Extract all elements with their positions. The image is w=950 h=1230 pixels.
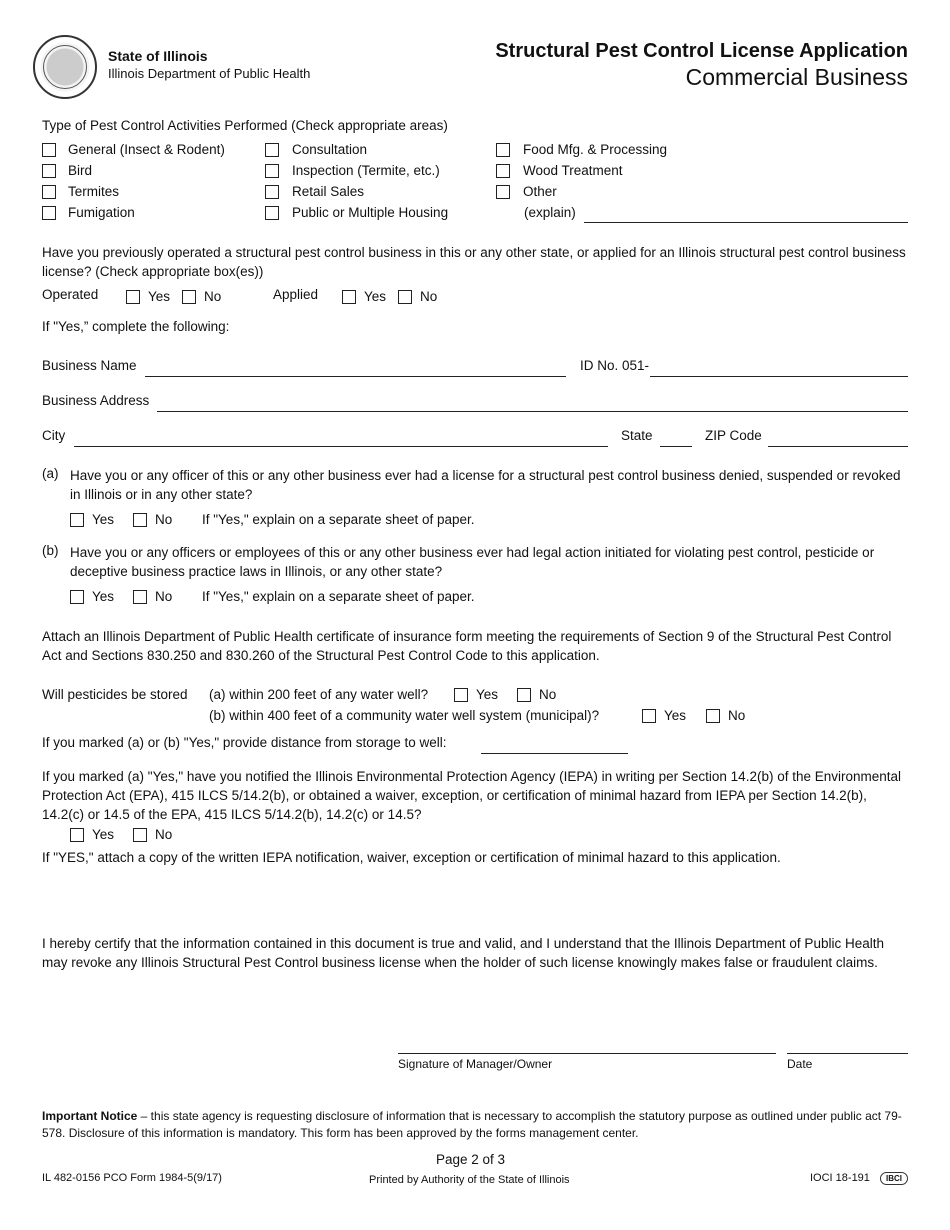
iepa-no-checkbox[interactable]: [133, 828, 147, 842]
certification-statement: I hereby certify that the information contained in this document is true and valid, and I understand that the Illinois Department of Public Health may revoke any Illinois Structural Pest Control business license when the holder of such license knowingly makes false or fraudulent claims.: [42, 936, 884, 970]
business-name-label: Business Name: [42, 358, 137, 373]
iepa-question: If you marked (a) "Yes," have you notified the Illinois Environmental Protection Agency (IEPA) in writing per Section 14.2(b) of the Environmental Protection Act (EPA), 415 ILCS 5/14.2(b), or obtained a waiver, exception, or certification of minimal hazard from IEPA per Section 14.2(b), 14.2(c) or 14.5 of the EPA, 415 ILCS 5/14.2(b), 14.2(c) or 14.5?: [42, 769, 902, 822]
storage-b-yes-checkbox[interactable]: [642, 709, 656, 723]
city-field[interactable]: [74, 446, 608, 447]
storage-b-no-label: No: [728, 708, 746, 723]
label-bird: Bird: [68, 163, 93, 178]
ibci-logo: IBCI: [880, 1172, 908, 1185]
storage-label: Will pesticides be stored: [42, 687, 188, 702]
label-general: General (Insect & Rodent): [68, 142, 225, 157]
question-b-text: Have you or any officers or employees of this or any other business ever had legal action initiated for violating pest control, pesticide or deceptive business practice laws in Illinois, or any other state?: [70, 545, 875, 579]
label-termites: Termites: [68, 184, 120, 199]
form-id: IL 482-0156 PCO Form 1984-5(9/17): [42, 1172, 222, 1184]
zip-label: ZIP Code: [705, 428, 762, 443]
storage-b-text: (b) within 400 feet of a community water well system (municipal)?: [209, 708, 600, 723]
iepa-attach-instruction: If "YES," attach a copy of the written IEPA notification, waiver, exception or certification of minimal hazard to this application.: [42, 850, 781, 865]
date-field[interactable]: [787, 1053, 908, 1054]
id-number-field[interactable]: [650, 376, 908, 377]
state-label: State: [621, 428, 653, 443]
question-a-no-label: No: [155, 512, 173, 527]
checkbox-retail-sales[interactable]: [265, 185, 279, 199]
previous-question: Have you previously operated a structural pest control business in this or any other state, or applied for an Illinois structural pest control business license? (Check appropriate box(es)): [42, 245, 906, 279]
question-b-yes-label: Yes: [92, 589, 115, 604]
page-number: Page 2 of 3: [436, 1152, 506, 1167]
storage-a-no-label: No: [539, 687, 557, 702]
storage-b-no-checkbox[interactable]: [706, 709, 720, 723]
iepa-yes-label: Yes: [92, 827, 115, 842]
state-seal: [33, 35, 97, 99]
operated-no-checkbox[interactable]: [182, 290, 196, 304]
checkbox-public-housing[interactable]: [265, 206, 279, 220]
printed-by: Printed by Authority of the State of Illinois: [369, 1174, 570, 1186]
iepa-no-label: No: [155, 827, 173, 842]
applied-label: Applied: [273, 287, 319, 302]
label-inspection: Inspection (Termite, etc.): [292, 163, 440, 178]
checkbox-inspection[interactable]: [265, 164, 279, 178]
label-food-mfg: Food Mfg. & Processing: [523, 142, 668, 157]
business-address-label: Business Address: [42, 393, 150, 408]
operated-label: Operated: [42, 287, 99, 302]
department-name: Illinois Department of Public Health: [108, 66, 311, 81]
label-explain: (explain): [524, 205, 576, 220]
operated-yes-checkbox[interactable]: [126, 290, 140, 304]
important-notice: [42, 1108, 912, 1142]
signature-label: Signature of Manager/Owner: [398, 1057, 553, 1071]
business-name-field[interactable]: [145, 376, 566, 377]
zip-field[interactable]: [768, 446, 908, 447]
checkbox-termites[interactable]: [42, 185, 56, 199]
applied-yes-label: Yes: [364, 289, 387, 304]
insurance-instruction: Attach an Illinois Department of Public Health certificate of insurance form meeting the requirements of Section 9 of the Structural Pest Control Act and Sections 830.250 and 830.260 of the Structural Pest Control Code to this application.: [42, 629, 892, 663]
question-a-marker: (a): [42, 466, 59, 481]
distance-label: If you marked (a) or (b) "Yes," provide distance from storage to well:: [42, 735, 447, 750]
question-a-yes-label: Yes: [92, 512, 115, 527]
if-yes-instruction: If "Yes,” complete the following:: [42, 319, 230, 334]
storage-a-yes-label: Yes: [476, 687, 499, 702]
checkbox-general[interactable]: [42, 143, 56, 157]
question-b-marker: (b): [42, 543, 59, 558]
storage-a-yes-checkbox[interactable]: [454, 688, 468, 702]
applied-yes-checkbox[interactable]: [342, 290, 356, 304]
label-wood-treatment: Wood Treatment: [523, 163, 623, 178]
iepa-yes-checkbox[interactable]: [70, 828, 84, 842]
signature-field[interactable]: [398, 1053, 776, 1054]
state-field[interactable]: [660, 446, 692, 447]
operated-no-label: No: [204, 289, 222, 304]
checkbox-food-mfg[interactable]: [496, 143, 510, 157]
question-b-no-label: No: [155, 589, 173, 604]
explain-field[interactable]: [584, 222, 908, 223]
question-b-yes-checkbox[interactable]: [70, 590, 84, 604]
checkbox-wood-treatment[interactable]: [496, 164, 510, 178]
question-b-no-checkbox[interactable]: [133, 590, 147, 604]
activities-heading: Type of Pest Control Activities Performed (Check appropriate areas): [42, 118, 448, 133]
question-a-no-checkbox[interactable]: [133, 513, 147, 527]
storage-b-yes-label: Yes: [664, 708, 687, 723]
business-address-field[interactable]: [157, 411, 908, 412]
form-subtitle: Commercial Business: [685, 64, 908, 90]
label-retail-sales: Retail Sales: [292, 184, 365, 199]
checkbox-other[interactable]: [496, 185, 510, 199]
question-a-note: If "Yes," explain on a separate sheet of paper.: [202, 512, 475, 527]
important-notice-title: Important Notice: [42, 1109, 138, 1123]
id-number-label: ID No. 051-: [580, 358, 650, 373]
question-a-text: Have you or any officer of this or any other business ever had a license for a structural pest control business denied, suspended or revoked in Illinois or in any other state?: [70, 468, 901, 502]
ioci-number: IOCI 18-191: [810, 1172, 870, 1184]
storage-a-no-checkbox[interactable]: [517, 688, 531, 702]
applied-no-label: No: [420, 289, 438, 304]
distance-field[interactable]: [481, 753, 628, 754]
question-b-note: If "Yes," explain on a separate sheet of paper.: [202, 589, 475, 604]
label-consultation: Consultation: [292, 142, 368, 157]
operated-yes-label: Yes: [148, 289, 171, 304]
important-notice-text: – this state agency is requesting disclosure of information that is necessary to accomplish the statutory purpose as outlined under public act 79-578. Disclosure of this information is mandatory. This form has been approved by the forms management center.: [42, 1109, 902, 1140]
agency-name: State of Illinois: [108, 48, 208, 64]
label-other: Other: [523, 184, 557, 199]
date-label: Date: [787, 1057, 813, 1071]
question-a-yes-checkbox[interactable]: [70, 513, 84, 527]
storage-a-text: (a) within 200 feet of any water well?: [209, 687, 429, 702]
form-title: Structural Pest Control License Application: [495, 40, 908, 62]
applied-no-checkbox[interactable]: [398, 290, 412, 304]
checkbox-fumigation[interactable]: [42, 206, 56, 220]
checkbox-bird[interactable]: [42, 164, 56, 178]
city-label: City: [42, 428, 66, 443]
label-fumigation: Fumigation: [68, 205, 135, 220]
label-public-housing: Public or Multiple Housing: [292, 205, 449, 220]
checkbox-consultation[interactable]: [265, 143, 279, 157]
